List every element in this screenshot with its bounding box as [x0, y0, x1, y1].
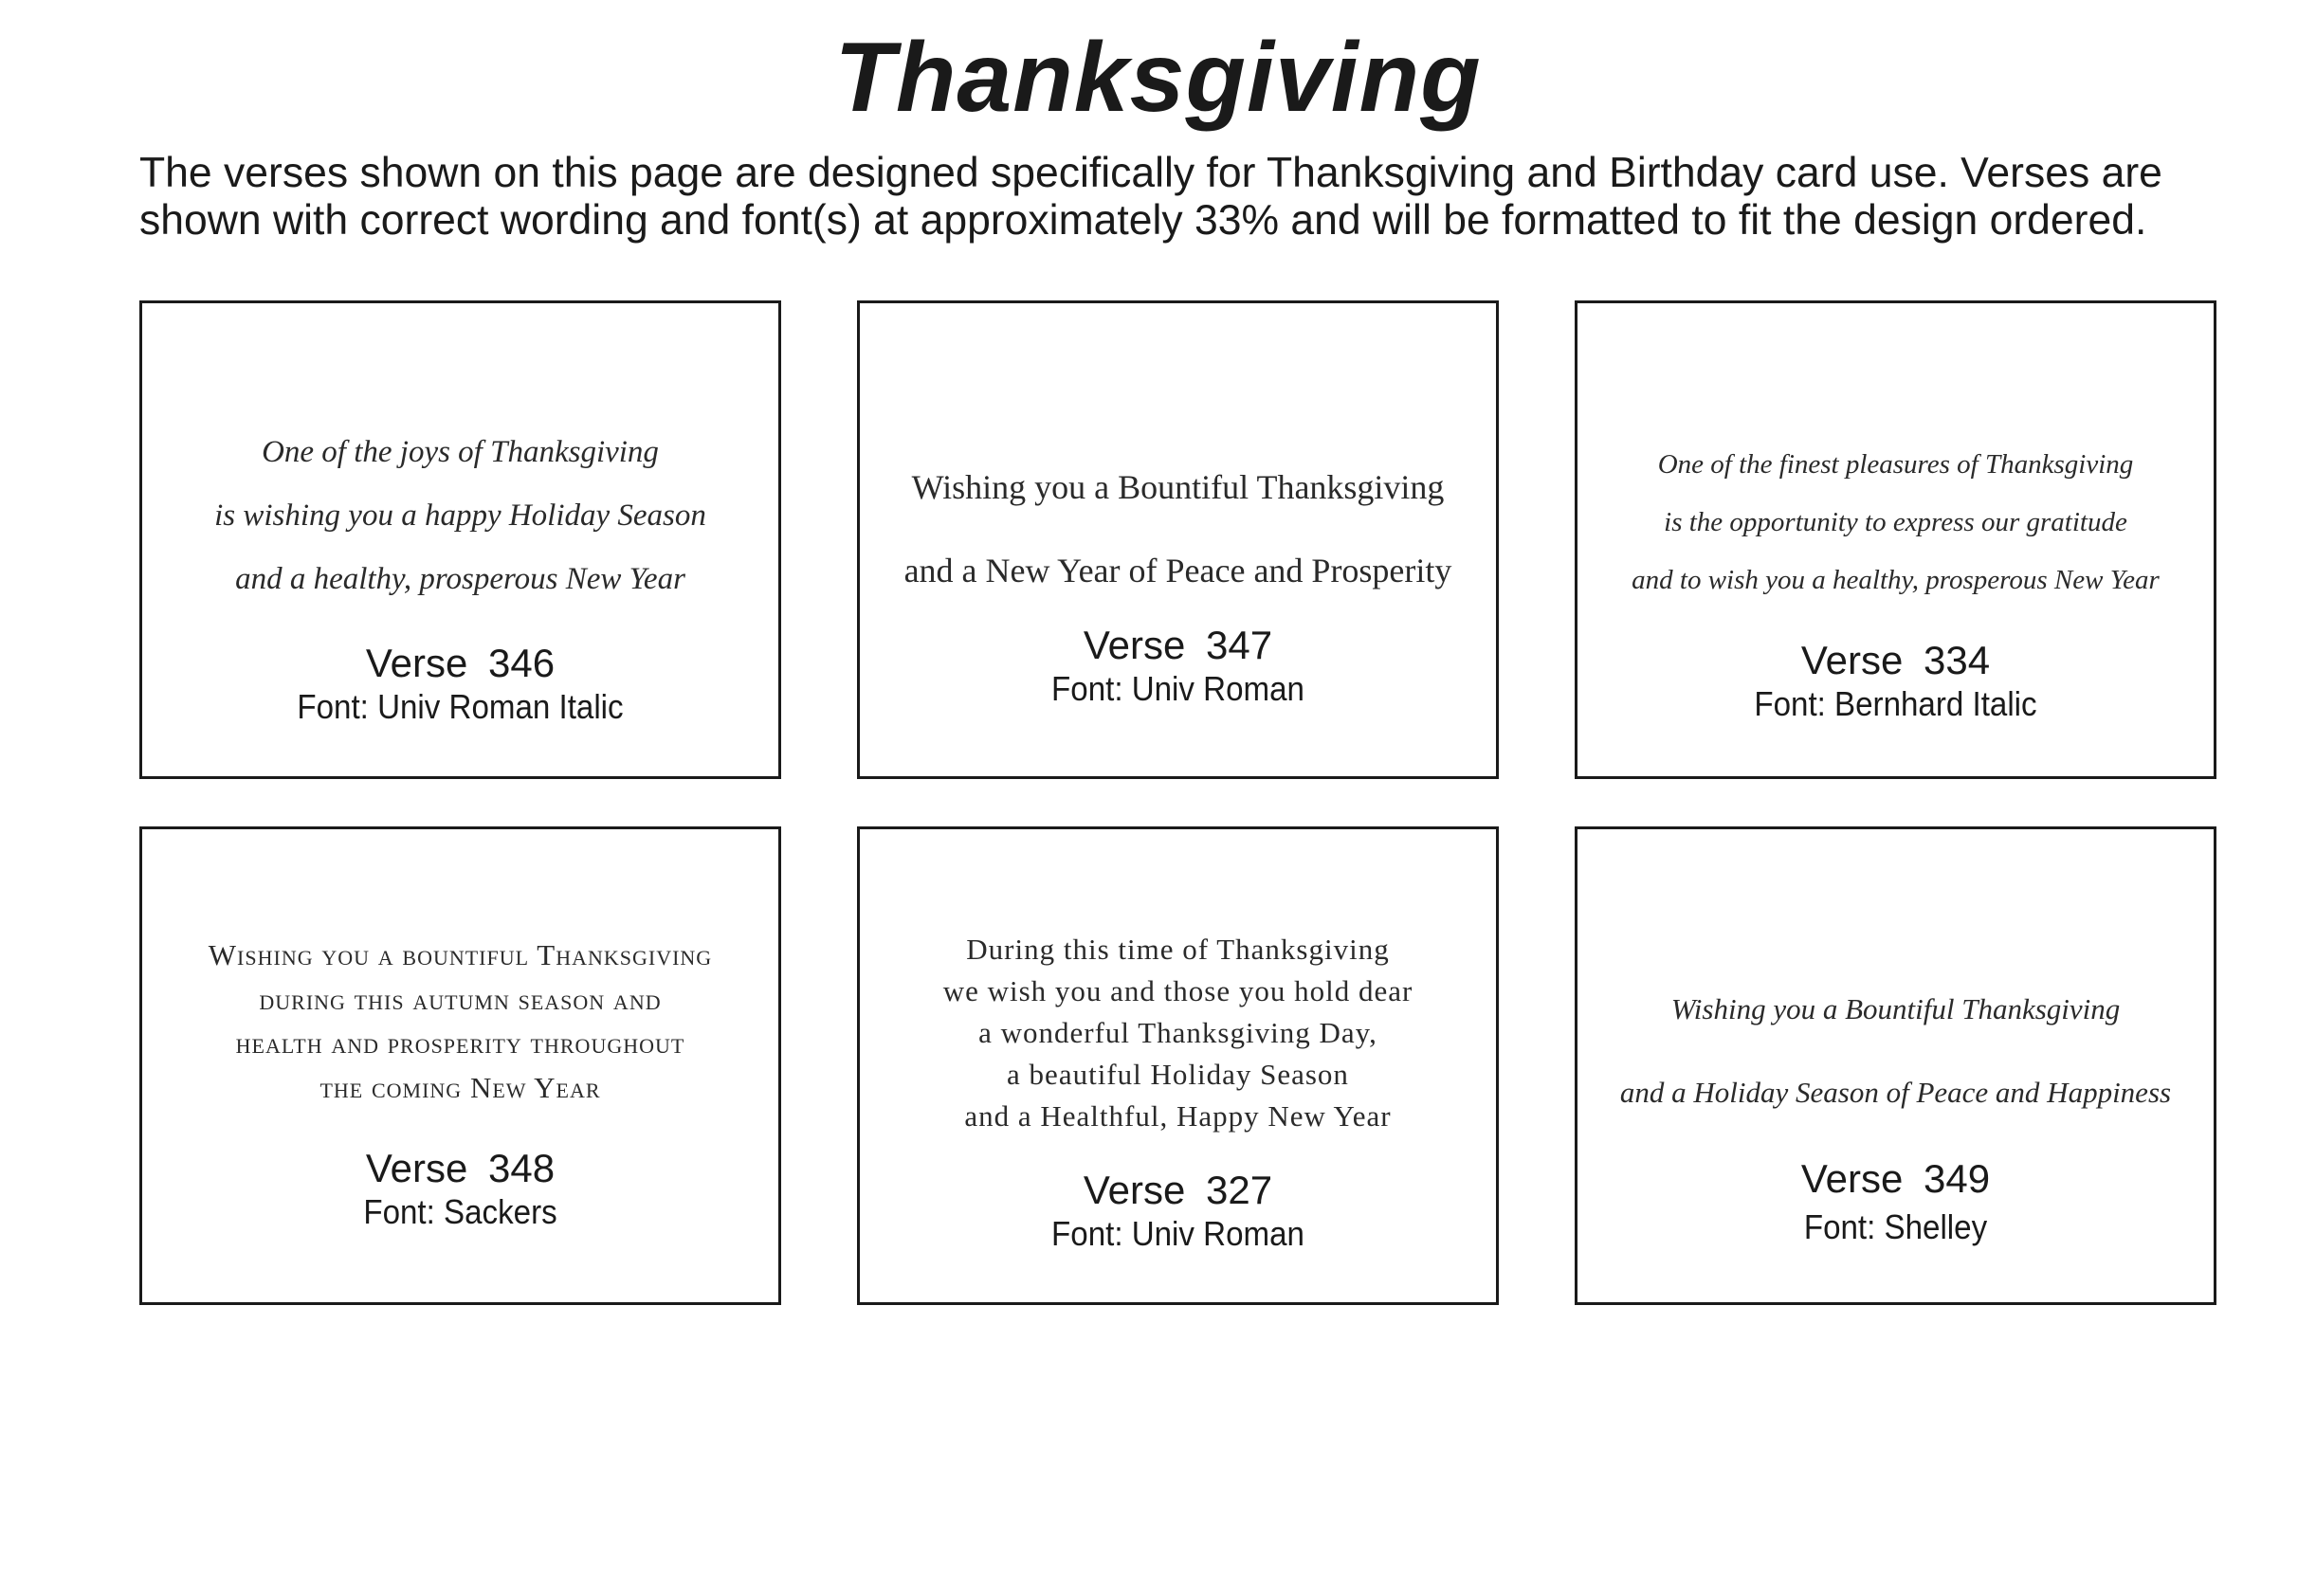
verse-line: is wishing you a happy Holiday Season [214, 499, 706, 533]
page-title: Thanksgiving [834, 23, 1482, 133]
verse-line: the coming New Year [319, 1070, 601, 1104]
verse-line: a wonderful Thanksgiving Day, [978, 1016, 1377, 1049]
verse-text [1577, 436, 2214, 609]
verse-card-348 [139, 826, 781, 1305]
verse-font-label: Font: Sackers [363, 1192, 557, 1231]
verse-number: Verse 334 [1800, 638, 1991, 682]
verse-line: and a healthy, prosperous New Year [235, 562, 685, 596]
verse-line: and to wish you a healthy, prosperous New Year [1632, 565, 2160, 595]
intro-line: shown with correct wording and font(s) at approximately 33% and will be formatted to fit the design ordered. [139, 197, 2147, 244]
verse-card-349 [1575, 826, 2216, 1305]
verse-number: Verse 327 [1083, 1168, 1273, 1212]
verse-font-label: Font: Univ Roman [1051, 1214, 1304, 1253]
verse-line: and a New Year of Peace and Prosperity [903, 552, 1452, 589]
intro-line: The verses shown on this page are designed specifically for Thanksgiving and Birthday card use. Verses are [139, 150, 2162, 196]
verse-line: during this autumn season and [259, 982, 662, 1016]
verse-text [142, 421, 778, 611]
verse-font-label: Font: Univ Roman Italic [297, 687, 624, 726]
verse-card-346 [139, 300, 781, 779]
verse-line: and a Holiday Season of Peace and Happiness [1619, 1076, 2172, 1109]
verse-line: we wish you and those you hold dear [942, 974, 1413, 1007]
verse-line: health and prosperity throughout [235, 1026, 685, 1060]
verse-text [1577, 968, 2214, 1134]
verse-line: is the opportunity to express our gratitude [1664, 507, 2127, 537]
verse-line: Wishing you a Bountiful Thanksgiving [911, 468, 1445, 506]
verse-line: One of the finest pleasures of Thanksgiving [1657, 449, 2134, 480]
verse-number: Verse 346 [365, 641, 556, 685]
verse-text [860, 929, 1496, 1137]
verse-line: and a Healthful, Happy New Year [964, 1099, 1392, 1133]
verse-number: Verse 349 [1800, 1156, 1991, 1201]
verse-font-label: Font: Univ Roman [1051, 669, 1304, 708]
verse-line: a beautiful Holiday Season [1007, 1058, 1349, 1091]
verse-line: Wishing you a bountiful Thanksgiving [208, 938, 713, 971]
verse-number: Verse 347 [1083, 623, 1273, 667]
verse-font-label: Font: Shelley [1803, 1207, 1988, 1246]
verse-line: Wishing you a Bountiful Thanksgiving [1670, 992, 2121, 1025]
verse-number: Verse 348 [365, 1146, 556, 1190]
verse-line: One of the joys of Thanksgiving [262, 435, 659, 469]
verse-font-label: Font: Bernhard Italic [1754, 684, 2037, 723]
verse-card-334 [1575, 300, 2216, 779]
verse-text [142, 934, 778, 1110]
verse-card-327 [857, 826, 1499, 1305]
verse-line: During this time of Thanksgiving [966, 933, 1390, 966]
verse-card-347 [857, 300, 1499, 779]
verse-text [860, 445, 1496, 612]
intro-paragraph [139, 150, 2234, 245]
